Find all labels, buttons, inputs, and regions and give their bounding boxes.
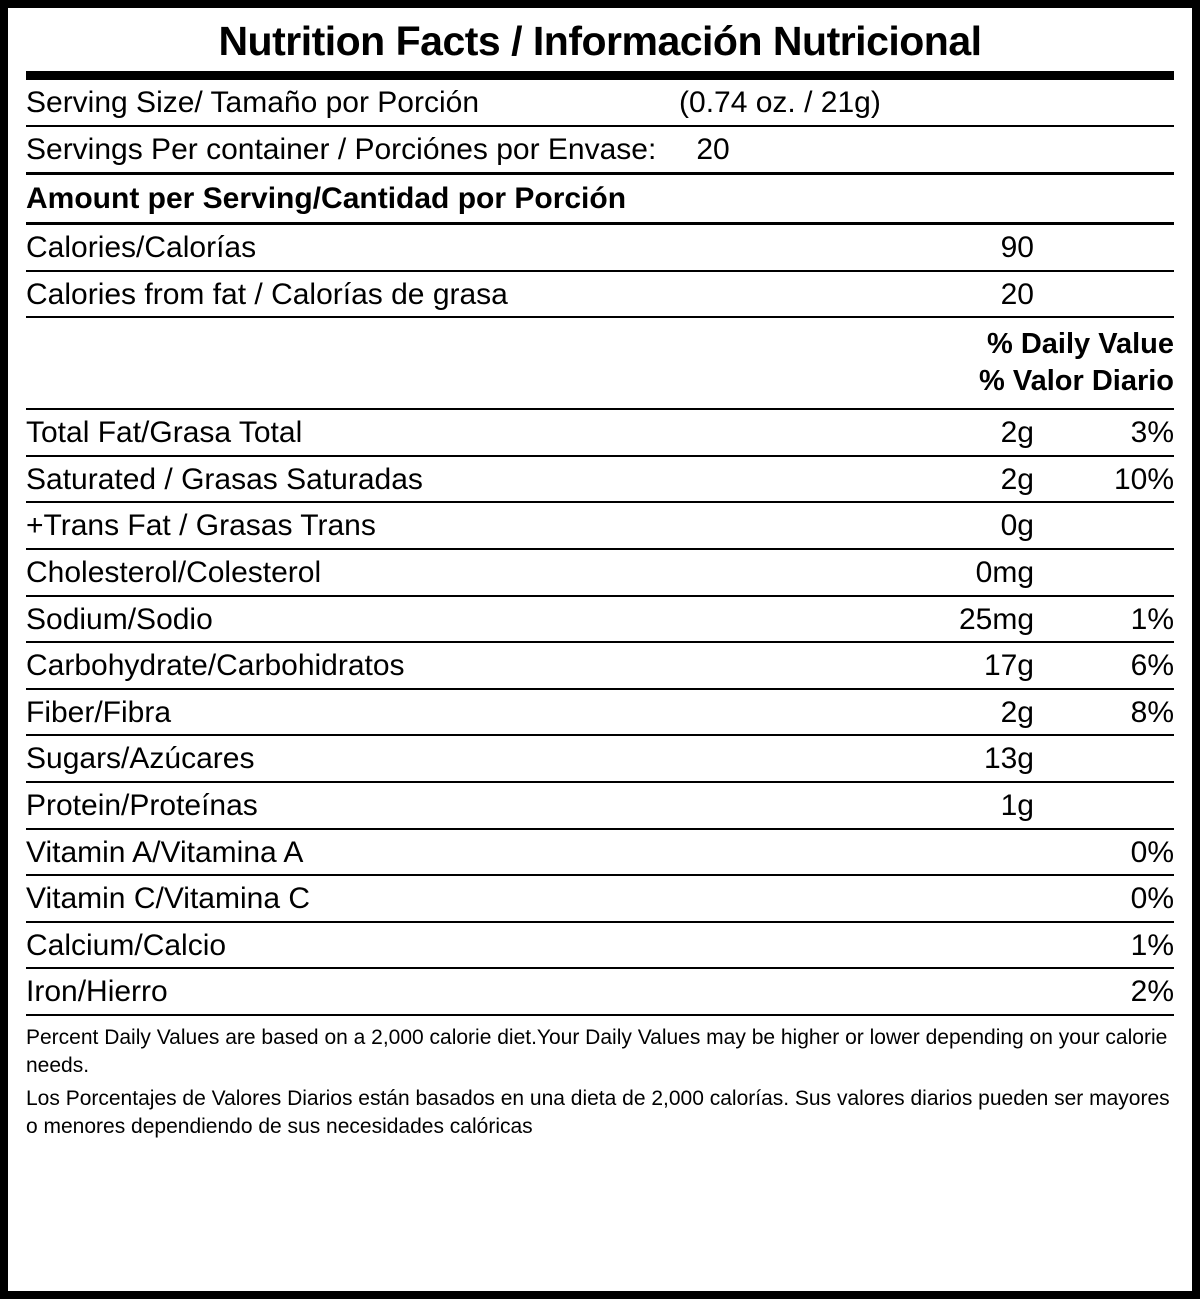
table-row (26, 410, 1174, 455)
serving-size-row (26, 80, 1174, 125)
calories-from-fat-value: 20 (1000, 277, 1034, 311)
table-row (26, 597, 1174, 642)
nutrient-amount: 2g (1000, 462, 1034, 496)
serving-size-label: Serving Size/ Tamaño por Porción (26, 86, 480, 119)
daily-value-heading-es: % Valor Diario (978, 365, 1174, 398)
nutrient-name: Saturated / Grasas Saturadas (26, 462, 423, 496)
nutrient-name: Iron/Hierro (26, 975, 168, 1009)
calories-row (26, 225, 1174, 270)
nutrient-amount: 13g (983, 742, 1034, 776)
nutrient-amount: 2g (1000, 416, 1034, 450)
footnote-en: Percent Daily Values are based on a 2,000 calorie diet.Your Daily Values may be higher or lower depending on your calorie needs. (26, 1025, 1168, 1078)
table-row (26, 876, 1174, 921)
nutrient-name: Calcium/Calcio (26, 928, 227, 962)
calories-from-fat-label: Calories from fat / Calorías de grasa (26, 277, 508, 311)
nutrient-daily-value: 8% (1130, 695, 1174, 729)
calories-label: Calories/Calorías (26, 231, 257, 264)
nutrient-amount: 0mg (975, 555, 1034, 589)
table-row (26, 969, 1174, 1014)
servings-per-container-value: 20 (696, 133, 730, 166)
servings-per-container-row (26, 127, 1174, 172)
nutrient-name: Vitamin C/Vitamina C (26, 882, 311, 916)
nutrient-daily-value: 10% (1113, 462, 1174, 496)
nutrient-name: Sugars/Azúcares (26, 742, 255, 776)
table-row (26, 503, 1174, 548)
nutrient-amount: 2g (1000, 695, 1034, 729)
table-row (26, 457, 1174, 502)
nutrient-daily-value: 1% (1130, 928, 1174, 962)
nutrient-name: Vitamin A/Vitamina A (26, 835, 304, 869)
calories-from-fat-row (26, 272, 1174, 317)
table-row (26, 550, 1174, 595)
nutrient-daily-value: 2% (1130, 975, 1174, 1009)
nutrient-amount: 1g (1000, 788, 1034, 822)
nutrient-name: +Trans Fat / Grasas Trans (26, 509, 376, 543)
nutrient-daily-value: 1% (1130, 602, 1174, 636)
nutrient-amount: 25mg (958, 602, 1034, 636)
nutrient-daily-value: 0% (1130, 882, 1174, 916)
nutrient-daily-value: 6% (1130, 649, 1174, 683)
nutrient-name: Protein/Proteínas (26, 788, 258, 822)
nutrient-daily-value: 0% (1130, 835, 1174, 869)
footnote-es: Los Porcentajes de Valores Diarios están basados en una dieta de 2,000 calorías. Sus valores diarios pueden ser mayores o menores dependiendo de sus necesidades calóricas (26, 1086, 1170, 1138)
nutrient-daily-value: 3% (1130, 416, 1174, 450)
footnote (26, 1016, 1174, 1141)
amount-per-serving-heading: Amount per Serving/Cantidad por Porción (26, 182, 627, 215)
nutrient-amount: 0g (1000, 509, 1034, 543)
table-row (26, 736, 1174, 781)
table-row (26, 783, 1174, 828)
divider-thick (26, 71, 1174, 80)
nutrient-name: Sodium/Sodio (26, 602, 213, 636)
nutrient-name: Fiber/Fibra (26, 695, 172, 729)
nutrient-rows (26, 410, 1174, 1016)
page-title: Nutrition Facts / Información Nutricional (218, 18, 982, 64)
nutrient-name: Cholesterol/Colesterol (26, 555, 322, 589)
servings-per-container-label: Servings Per container / Porciónes por Envase: (26, 133, 657, 166)
table-row (26, 643, 1174, 688)
serving-size-value: (0.74 oz. / 21g) (679, 86, 881, 119)
calories-value: 90 (1000, 231, 1034, 264)
table-row (26, 690, 1174, 735)
nutrient-amount: 17g (983, 649, 1034, 683)
daily-value-heading-en: % Daily Value (987, 328, 1174, 361)
table-row (26, 923, 1174, 968)
nutrient-name: Total Fat/Grasa Total (26, 416, 303, 450)
nutrient-name: Carbohydrate/Carbohidratos (26, 649, 405, 683)
table-row (26, 830, 1174, 875)
